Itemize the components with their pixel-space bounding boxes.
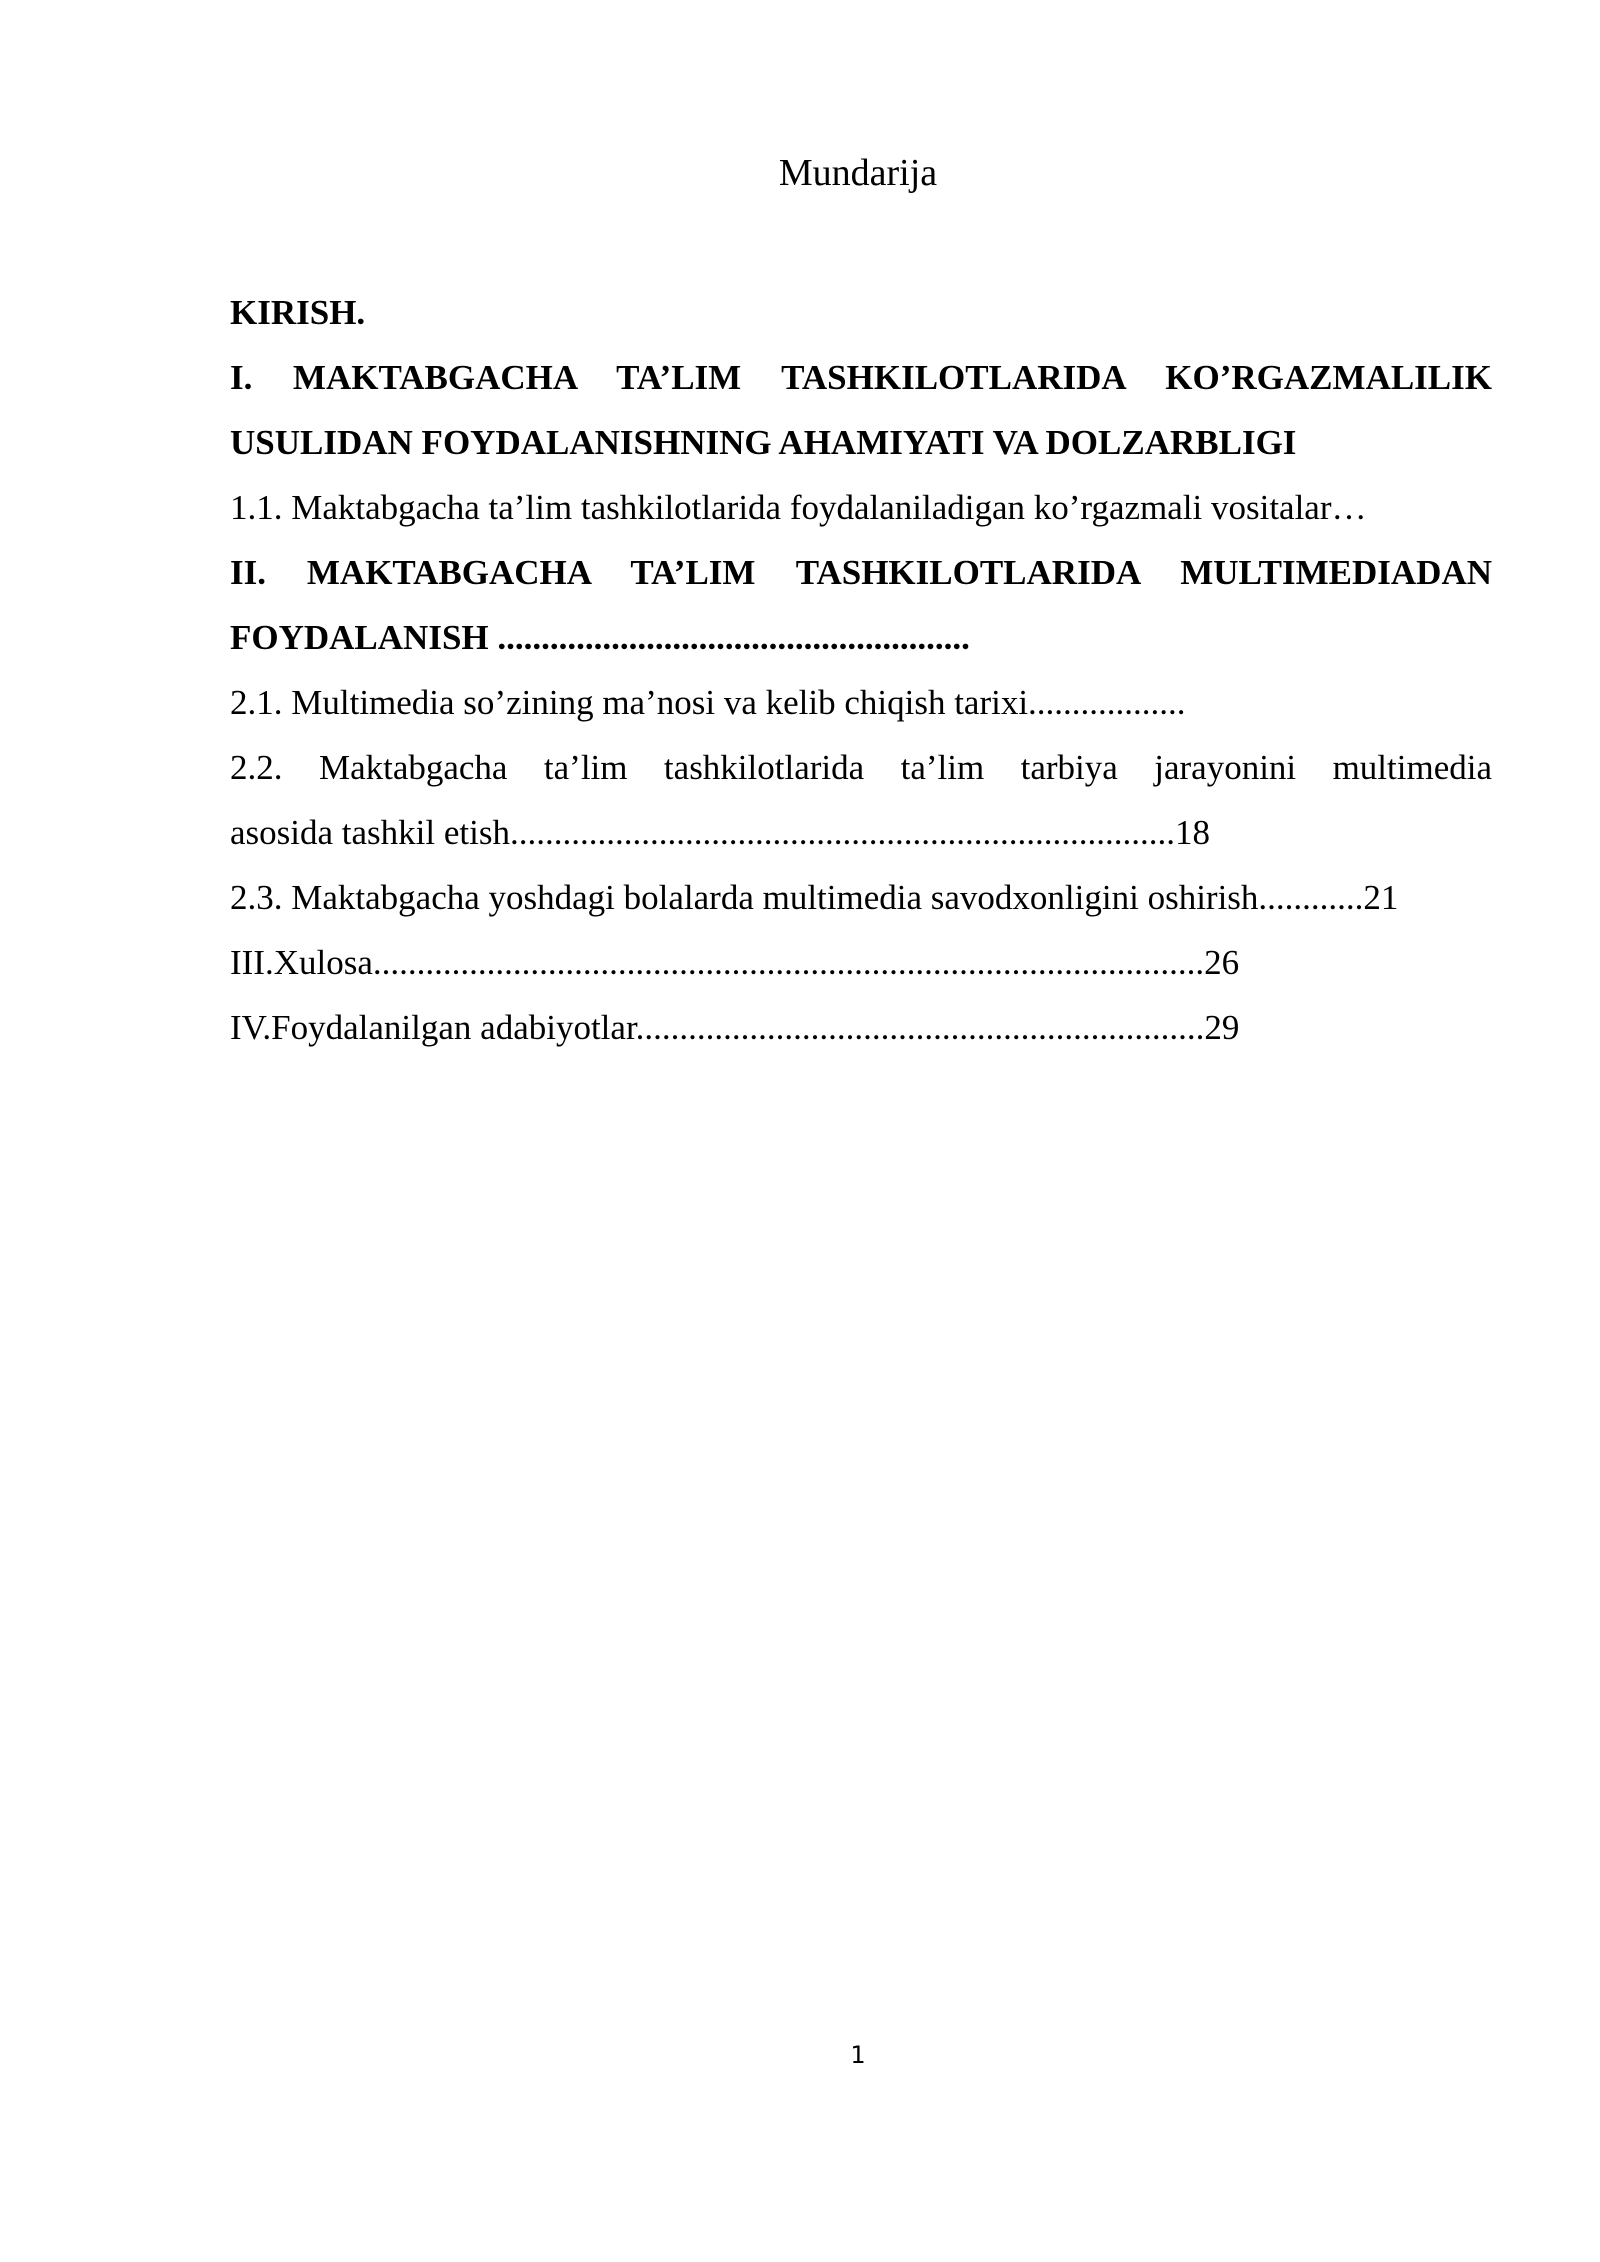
toc-entry-section-2-2-line-1: 2.2. Maktabgacha ta’lim tashkilotlarida ta’lim tarbiya jarayonini multimedia	[230, 748, 1492, 787]
toc-entry-references: IV.Foydalanilgan adabiyotlar.................................................................29	[230, 1008, 1240, 1047]
toc-entry-section-1-1: 1.1. Maktabgacha ta’lim tashkilotlarida foydalaniladigan ko’rgazmali vositalar…	[230, 488, 1367, 527]
page-number: 1	[850, 2041, 866, 2069]
toc-entry-section-2-1: 2.1. Multimedia so’zining ma’nosi va kelib chiqish tarixi..................	[230, 683, 1186, 722]
toc-entry-chapter-2-line-1: II. MAKTABGACHA TA’LIM TASHKILOTLARIDA MULTIMEDIADAN	[230, 553, 1492, 592]
table-of-contents	[230, 280, 1492, 1060]
toc-entry-conclusion: III.Xulosa...............................................................................................26	[230, 943, 1240, 982]
toc-entry-kirish: KIRISH.	[230, 293, 366, 332]
toc-entry-chapter-1-line-1: I. MAKTABGACHA TA’LIM TASHKILOTLARIDA KO’RGAZMALILIK	[230, 358, 1492, 397]
toc-entry-section-2-2-line-2: asosida tashkil etish............................................................................18	[230, 813, 1210, 852]
page-title: Mundarija	[778, 152, 938, 194]
toc-entry-chapter-1-line-2: USULIDAN FOYDALANISHNING AHAMIYATI VA DOLZARBLIGI	[230, 423, 1297, 462]
toc-entry-section-2-3: 2.3. Maktabgacha yoshdagi bolalarda multimedia savodxonligini oshirish............21	[230, 878, 1399, 917]
toc-entry-chapter-2-line-2: FOYDALANISH ......................................................	[230, 618, 970, 657]
